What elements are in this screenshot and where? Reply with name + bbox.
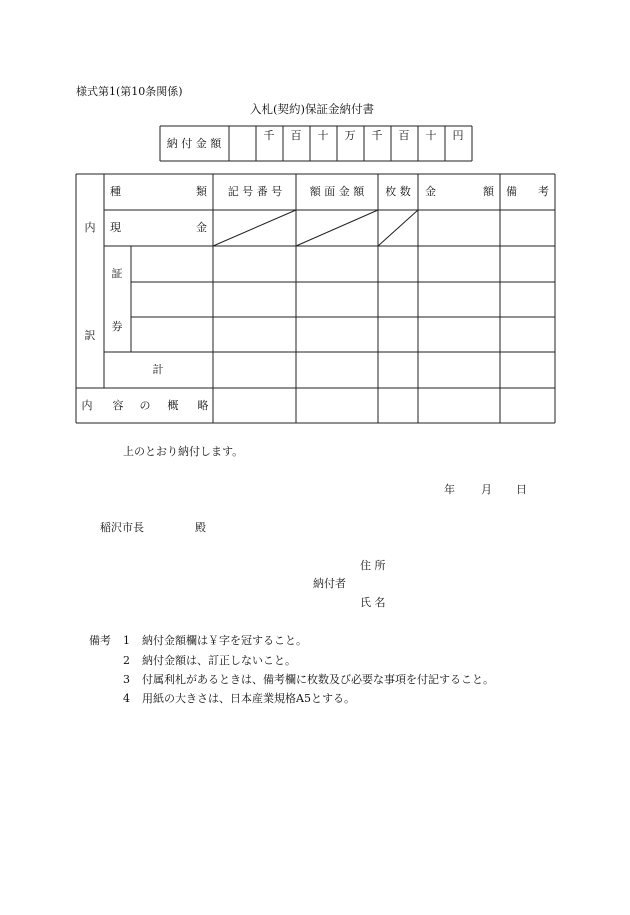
unit-ten-million: 千 — [263, 129, 275, 142]
form-title: 入札(契約)保証金納付書 — [250, 102, 374, 116]
unit-yen: 円 — [452, 129, 464, 142]
note-text: 納付金額欄は￥字を冠すること。 — [142, 634, 307, 647]
summary-char-5: 略 — [197, 399, 209, 412]
note-text: 用紙の大きさは、日本産業規格A5とする。 — [142, 692, 355, 705]
payer-address-label: 住 所 — [360, 559, 386, 572]
addressee-honorific: 殿 — [195, 521, 206, 534]
side-label-bottom: 訳 — [84, 329, 96, 342]
statement-text: 上のとおり納付します。 — [123, 445, 244, 458]
header-remarks-left: 備 — [506, 185, 517, 198]
header-remarks-right: 考 — [538, 185, 549, 198]
note-text: 付属利札があるときは、備考欄に枚数及び必要な事項を付記すること。 — [142, 673, 494, 686]
note-number: 1 — [123, 634, 130, 647]
unit-million: 百 — [290, 129, 302, 142]
cash-label-right: 金 — [196, 221, 207, 234]
unit-hundred: 百 — [398, 129, 410, 142]
header-kind-left: 種 — [110, 185, 121, 198]
header-amount-right: 額 — [483, 185, 494, 198]
header-count: 枚 数 — [385, 185, 411, 198]
unit-hundred-thousand: 十 — [317, 129, 329, 142]
summary-char-1: 内 — [81, 399, 93, 412]
date-day: 日 — [516, 483, 527, 496]
header-face-value: 額 面 金 額 — [309, 185, 365, 198]
notes-heading: 備考 — [89, 634, 111, 647]
securities-label-bottom: 券 — [111, 320, 123, 333]
header-amount-left: 金 — [425, 185, 436, 198]
unit-ten-thousand: 万 — [344, 129, 356, 142]
date-month: 月 — [481, 483, 492, 496]
form-number: 様式第1(第10条関係) — [76, 85, 183, 98]
total-label: 計 — [152, 363, 164, 376]
securities-label-top: 証 — [111, 267, 123, 280]
header-kind-right: 類 — [196, 185, 207, 198]
note-number: 3 — [123, 673, 130, 686]
side-label-top: 内 — [84, 221, 96, 234]
cash-label-left: 現 — [110, 221, 121, 234]
summary-char-3: の — [139, 399, 151, 412]
summary-char-2: 容 — [112, 399, 124, 412]
summary-char-4: 概 — [167, 399, 179, 412]
addressee-name: 稲沢市長 — [100, 521, 144, 534]
unit-ten: 十 — [425, 129, 437, 142]
date-year: 年 — [444, 483, 455, 496]
amount-label: 納 付 金 額 — [166, 137, 222, 150]
note-number: 4 — [123, 692, 130, 705]
note-number: 2 — [123, 654, 130, 667]
note-text: 納付金額は、訂正しないこと。 — [142, 654, 296, 667]
header-symbol-number: 記 号 番 号 — [227, 185, 283, 198]
payer-role: 納付者 — [313, 577, 346, 590]
payer-name-label: 氏 名 — [360, 596, 386, 609]
unit-thousand: 千 — [371, 129, 383, 142]
